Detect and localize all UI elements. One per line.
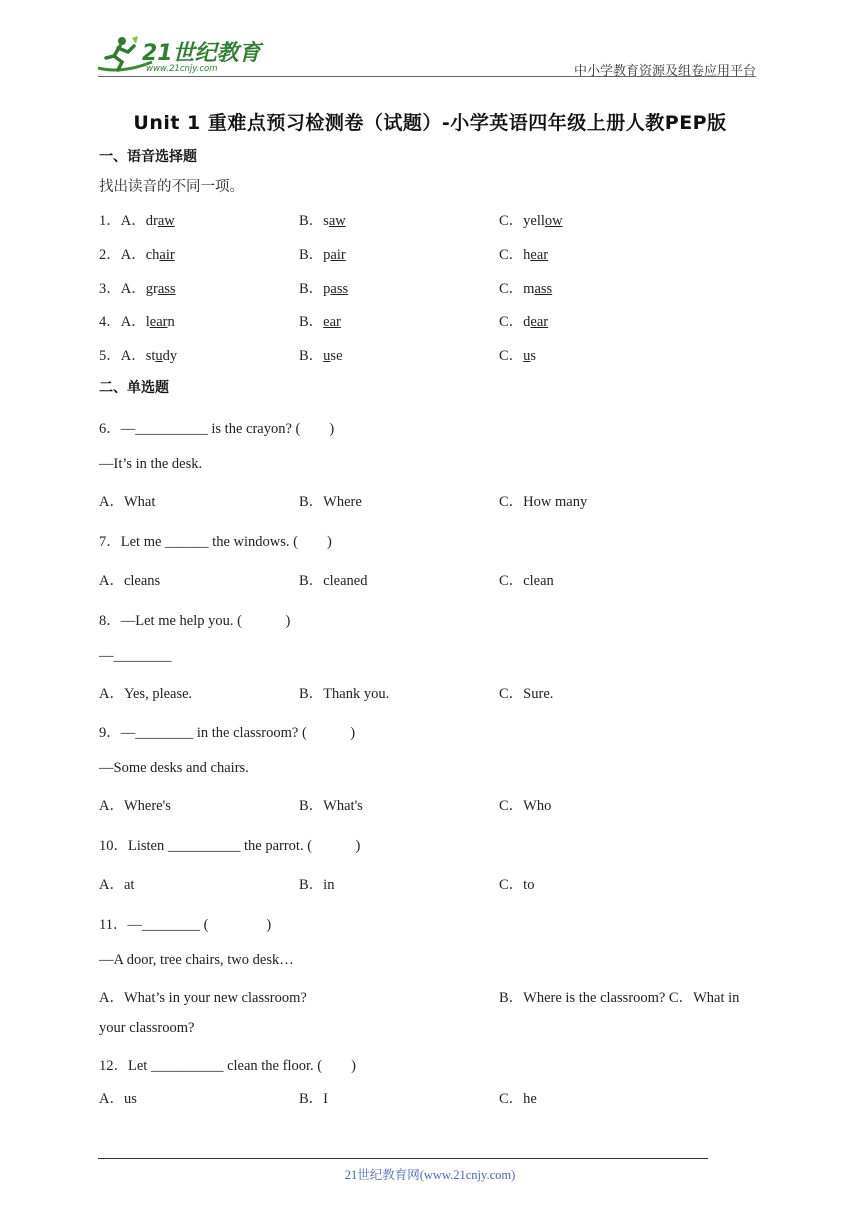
- option-c[interactable]: C．hear: [499, 247, 549, 263]
- option-b[interactable]: B．What's: [299, 798, 363, 814]
- option-a[interactable]: 4．A．learn: [99, 314, 175, 330]
- question-dialogue: —A door, tree chairs, two desk…: [99, 952, 294, 968]
- option-word: mass: [523, 281, 553, 297]
- underlined-sound: ear: [323, 314, 341, 330]
- underlined-sound: ear: [530, 247, 549, 263]
- underlined-sound: air: [330, 247, 346, 263]
- option-word: yellow: [523, 213, 563, 229]
- question-stem: 8．—Let me help you. ( ): [99, 613, 291, 629]
- option-word: use: [323, 348, 343, 364]
- option-c[interactable]: C．he: [499, 1091, 537, 1107]
- question-dialogue: —________: [99, 648, 172, 664]
- option-word: learn: [145, 314, 175, 330]
- option-word: pass: [323, 281, 349, 297]
- option-word: draw: [145, 213, 175, 229]
- site-logo: [92, 32, 262, 78]
- footer-divider: [98, 1158, 708, 1159]
- option-b[interactable]: B．saw: [299, 213, 346, 229]
- option-b[interactable]: B．cleaned: [299, 573, 368, 589]
- logo-text: 21世纪教育: [142, 41, 261, 66]
- option-c[interactable]: C．Who: [499, 798, 552, 814]
- option-a[interactable]: A．at: [99, 877, 135, 893]
- option-b[interactable]: B．use: [299, 348, 343, 364]
- underlined-sound: u: [323, 348, 331, 364]
- option-word: [323, 314, 341, 330]
- option-a[interactable]: A．cleans: [99, 573, 161, 589]
- option-word: hear: [523, 247, 549, 263]
- option-c[interactable]: C．dear: [499, 314, 549, 330]
- underlined-sound: aw: [157, 213, 175, 229]
- option-word: grass: [145, 281, 176, 297]
- option-word: pair: [323, 247, 346, 263]
- option-c[interactable]: C．How many: [499, 494, 588, 510]
- option-a[interactable]: A．Yes, please.: [99, 686, 193, 702]
- option-a[interactable]: 3．A．grass: [99, 281, 176, 297]
- option-b[interactable]: B．I: [299, 1091, 328, 1107]
- option-word: chair: [145, 247, 175, 263]
- underlined-sound: ow: [544, 213, 563, 229]
- question-dialogue: —It’s in the desk.: [99, 456, 203, 472]
- option-b[interactable]: B．Where: [299, 494, 362, 510]
- footer-text: 21世纪教育网(www.21cnjy.com): [344, 1168, 516, 1182]
- underlined-sound: ass: [330, 281, 349, 297]
- question-stem: 7．Let me ______ the windows. ( ): [99, 534, 332, 550]
- header-divider: [98, 76, 756, 77]
- underlined-sound: ear: [530, 314, 549, 330]
- option-b[interactable]: B．in: [299, 877, 335, 893]
- question-stem: 6．—__________ is the crayon? ( ): [99, 421, 335, 437]
- underlined-sound: u: [523, 348, 531, 364]
- option-word: us: [523, 348, 537, 364]
- underlined-sound: ass: [534, 281, 553, 297]
- option-c[interactable]: C．yellow: [499, 213, 563, 229]
- question-stem: 12．Let __________ clean the floor. ( ): [99, 1058, 356, 1074]
- option-b[interactable]: B．ear: [299, 314, 341, 330]
- option-word: saw: [323, 213, 346, 229]
- question-stem: 11．—________ ( ): [99, 917, 272, 933]
- option-a[interactable]: A．us: [99, 1091, 137, 1107]
- option-c[interactable]: C．clean: [499, 573, 554, 589]
- section-heading-phonics: 一、语音选择题: [99, 149, 197, 165]
- option-a[interactable]: 1．A．draw: [99, 213, 175, 229]
- logo-url: www.21cnjy.com: [146, 64, 218, 74]
- option-a[interactable]: 2．A．chair: [99, 247, 175, 263]
- option-c[interactable]: C．us: [499, 348, 537, 364]
- option-word: study: [145, 348, 178, 364]
- underlined-sound: air: [159, 247, 175, 263]
- option-b[interactable]: B．Thank you.: [299, 686, 390, 702]
- option-a[interactable]: A．What: [99, 494, 156, 510]
- underlined-sound: aw: [328, 213, 346, 229]
- question-stem: 9．—________ in the classroom? ( ): [99, 725, 356, 741]
- option-a[interactable]: 5．A．study: [99, 348, 178, 364]
- option-c[interactable]: C．Sure.: [499, 686, 554, 702]
- option-c[interactable]: C．to: [499, 877, 535, 893]
- option-a[interactable]: A．Where's: [99, 798, 171, 814]
- section-heading-single-choice: 二、单选题: [99, 380, 169, 396]
- option-a[interactable]: A．What’s in your new classroom?: [99, 990, 307, 1006]
- header-right-text: 中小学教育资源及组卷应用平台: [573, 63, 756, 78]
- option-c[interactable]: C．mass: [499, 281, 553, 297]
- option-b[interactable]: B．pass: [299, 281, 349, 297]
- option-a-continued: your classroom?: [99, 1020, 195, 1036]
- question-dialogue: —Some desks and chairs.: [99, 760, 249, 776]
- option-word: dear: [523, 314, 549, 330]
- question-stem: 10．Listen __________ the parrot. ( ): [99, 838, 361, 854]
- underlined-sound: ear: [149, 314, 168, 330]
- underlined-sound: ass: [157, 281, 176, 297]
- option-b[interactable]: B．pair: [299, 247, 346, 263]
- underlined-sound: u: [155, 348, 163, 364]
- option-b-c[interactable]: B．Where is the classroom? C．What in: [499, 990, 740, 1006]
- page-title: Unit 1 重难点预习检测卷（试题）-小学英语四年级上册人教PEP版: [133, 112, 727, 134]
- section-instruction: 找出读音的不同一项。: [99, 179, 244, 195]
